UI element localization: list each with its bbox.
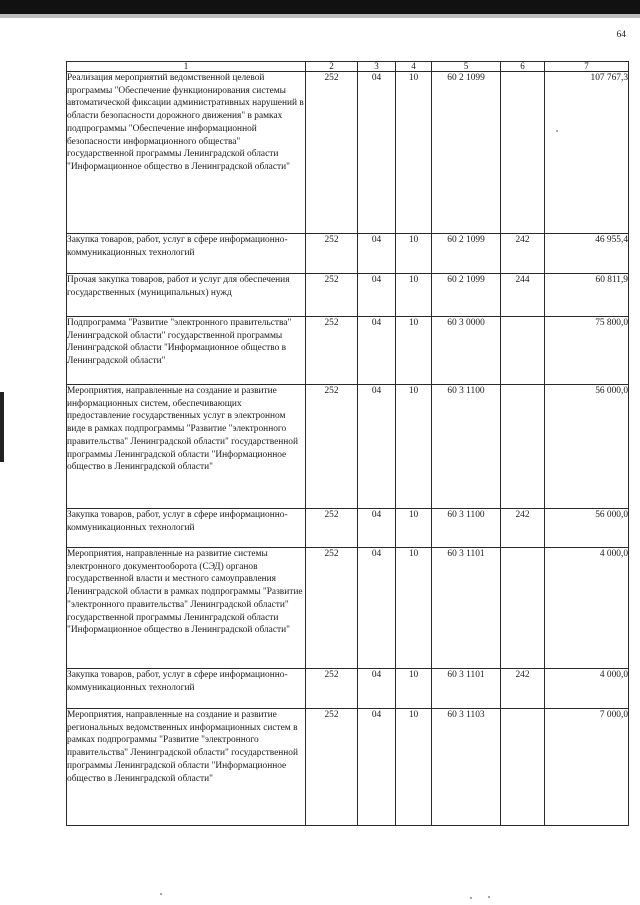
scan-edge-left (0, 392, 4, 462)
cell-target-code: 60 2 1099 (432, 274, 501, 317)
cell-section: 04 (358, 669, 396, 709)
cell-subsection: 10 (396, 509, 432, 548)
cell-target-code: 60 2 1099 (432, 72, 501, 234)
row-description: Реализация мероприятий ведомственной целевой программы "Обеспечение функционирования системы автоматической фиксации административных нарушений в области безопасности дорожного движения" в рамках подпрограммы "Обеспечение информационной безопасности информационного общества" государственной программы Ленинградской области "Информационное общество в Ленинградской области" (67, 72, 306, 234)
cell-subsection: 10 (396, 669, 432, 709)
cell-amount: 60 811,9 (545, 274, 629, 317)
cell-amount: 75 800,0 (545, 317, 629, 385)
cell-amount: 56 000,0 (545, 385, 629, 509)
scan-edge-shadow (0, 14, 640, 18)
cell-expense-type: 244 (501, 274, 545, 317)
cell-target-code: 60 3 1103 (432, 709, 501, 826)
cell-expense-type: 242 (501, 234, 545, 274)
cell-admin-code: 252 (306, 234, 358, 274)
cell-admin-code: 252 (306, 317, 358, 385)
cell-amount: 46 955,4 (545, 234, 629, 274)
cell-admin-code: 252 (306, 72, 358, 234)
cell-expense-type: 242 (501, 509, 545, 548)
cell-amount: 7 000,0 (545, 709, 629, 826)
cell-expense-type: 242 (501, 669, 545, 709)
cell-subsection: 10 (396, 72, 432, 234)
table-row (67, 274, 629, 317)
cell-amount: 4 000,0 (545, 669, 629, 709)
scan-edge-top (0, 0, 640, 14)
column-header: 3 (358, 62, 396, 72)
cell-subsection: 10 (396, 709, 432, 826)
cell-amount: 4 000,0 (545, 548, 629, 669)
cell-amount: 56 000,0 (545, 509, 629, 548)
cell-subsection: 10 (396, 385, 432, 509)
cell-subsection: 10 (396, 274, 432, 317)
table-row (67, 72, 629, 234)
cell-target-code: 60 2 1099 (432, 234, 501, 274)
column-header: 4 (396, 62, 432, 72)
row-description: Прочая закупка товаров, работ и услуг для обеспечения государственных (муниципальных) нужд (67, 274, 306, 317)
table-row (67, 385, 629, 509)
cell-section: 04 (358, 317, 396, 385)
row-description: Закупка товаров, работ, услуг в сфере информационно-коммуникационных технологий (67, 509, 306, 548)
row-description: Мероприятия, направленные на развитие системы электронного документооборота (СЭД) органов государственной власти и местного самоуправления Ленинградской области в рамках подпрограммы "Развитие "электронного правительства" Ленинградской области" государственной программы Ленинградской области "Информационное общество в Ленинградской области" (67, 548, 306, 669)
cell-target-code: 60 3 1101 (432, 669, 501, 709)
cell-expense-type (501, 72, 545, 234)
table-row (67, 548, 629, 669)
cell-admin-code: 252 (306, 709, 358, 826)
cell-section: 04 (358, 274, 396, 317)
cell-expense-type (501, 385, 545, 509)
scan-speck (470, 897, 472, 899)
cell-subsection: 10 (396, 317, 432, 385)
cell-target-code: 60 3 1100 (432, 385, 501, 509)
cell-section: 04 (358, 548, 396, 669)
cell-section: 04 (358, 385, 396, 509)
row-description: Закупка товаров, работ, услуг в сфере информационно-коммуникационных технологий (67, 234, 306, 274)
table-row (67, 317, 629, 385)
column-header: 2 (306, 62, 358, 72)
cell-amount: 107 767,3 (545, 72, 629, 234)
page-number: 64 (616, 30, 626, 40)
cell-target-code: 60 3 0000 (432, 317, 501, 385)
scan-speck (556, 130, 558, 132)
table-row (67, 669, 629, 709)
column-header: 1 (67, 62, 306, 72)
column-header: 7 (545, 62, 629, 72)
cell-subsection: 10 (396, 234, 432, 274)
scan-speck (160, 893, 162, 895)
cell-expense-type (501, 317, 545, 385)
cell-target-code: 60 3 1100 (432, 509, 501, 548)
cell-admin-code: 252 (306, 669, 358, 709)
cell-section: 04 (358, 234, 396, 274)
scan-speck (488, 896, 490, 898)
cell-expense-type (501, 548, 545, 669)
table-row (67, 234, 629, 274)
column-header: 6 (501, 62, 545, 72)
column-number-row (67, 62, 629, 72)
row-description: Мероприятия, направленные на создание и развитие информационных систем, обеспечивающих предоставление государственных услуг в электронном виде в рамках подпрограммы "Развитие "электронного правительства" Ленинградской области" государственной программы Ленинградской области "Информационное общество в Ленинградской области" (67, 385, 306, 509)
row-description: Подпрограмма "Развитие "электронного правительства" Ленинградской области" государственной программы Ленинградской области "Информационное общество в Ленинградской области" (67, 317, 306, 385)
cell-admin-code: 252 (306, 509, 358, 548)
table-row (67, 509, 629, 548)
budget-table (66, 61, 629, 826)
cell-section: 04 (358, 709, 396, 826)
cell-admin-code: 252 (306, 274, 358, 317)
cell-admin-code: 252 (306, 548, 358, 669)
table-row (67, 709, 629, 826)
row-description: Мероприятия, направленные на создание и развитие региональных ведомственных информационных систем в рамках подпрограммы "Развитие "электронного правительства" Ленинградской области" государственной программы Ленинградской области "Информационное общество в Ленинградской области" (67, 709, 306, 826)
row-description: Закупка товаров, работ, услуг в сфере информационно-коммуникационных технологий (67, 669, 306, 709)
column-header: 5 (432, 62, 501, 72)
cell-section: 04 (358, 72, 396, 234)
cell-target-code: 60 3 1101 (432, 548, 501, 669)
cell-subsection: 10 (396, 548, 432, 669)
cell-expense-type (501, 709, 545, 826)
cell-admin-code: 252 (306, 385, 358, 509)
cell-section: 04 (358, 509, 396, 548)
